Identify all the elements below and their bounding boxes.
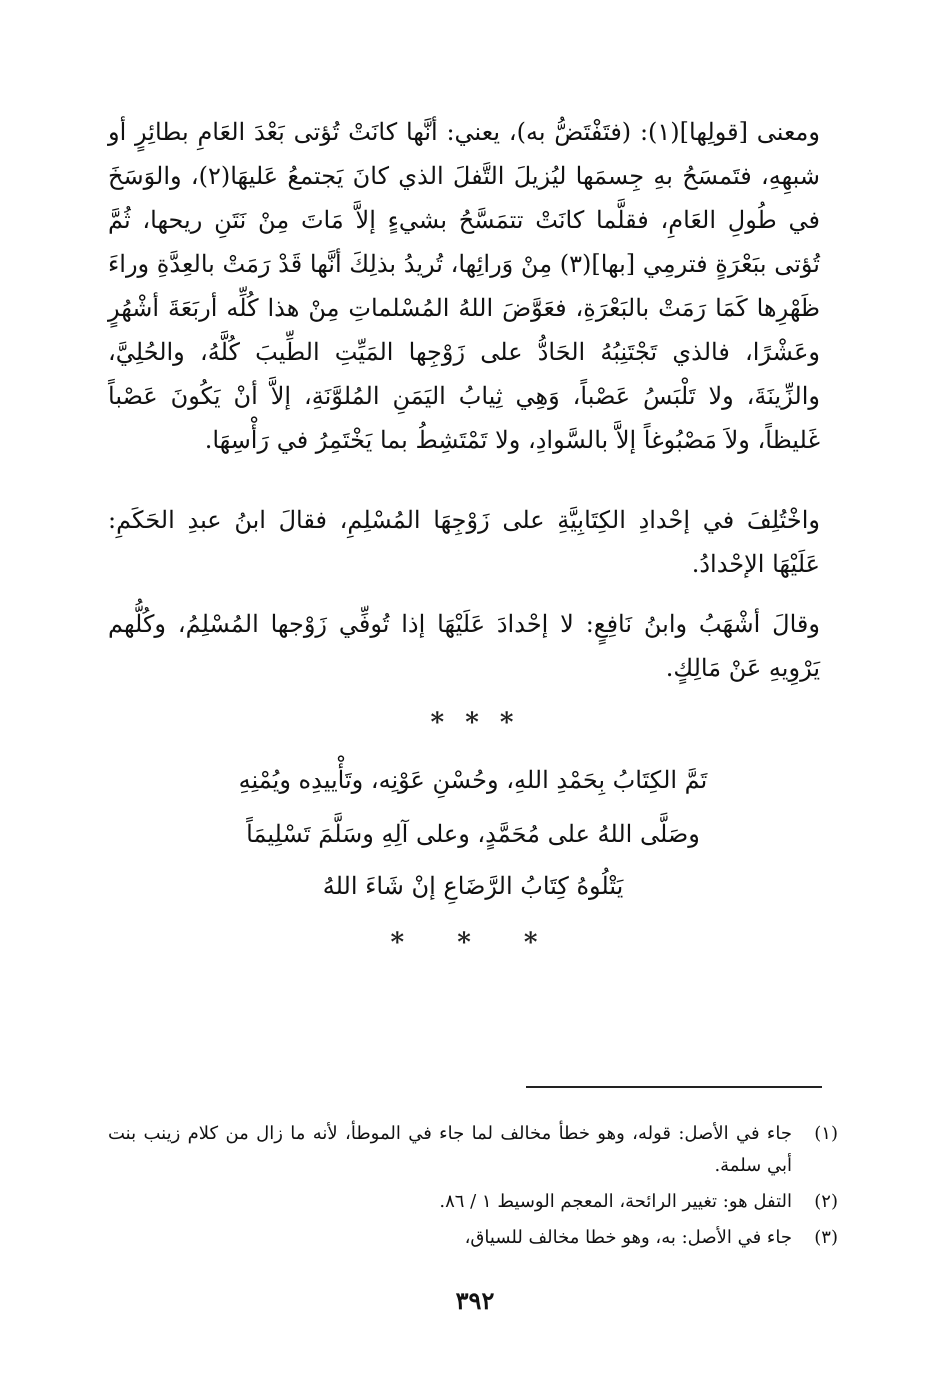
body-paragraph-3: وقالَ أشْهَبُ وابنُ نَافِعٍ: لا إحْدادَ عَلَيْهَا إذا تُوفِّي زَوْجها المُسْلِمُ، وكُلُّهم يَرْوِيهِ عَنْ مَالِكٍ. [108, 610, 820, 682]
footnote-number: (١) [814, 1123, 838, 1144]
footnote-number: (٢) [814, 1191, 838, 1212]
colophon-line-3: يَتْلُوهُ كِتَابُ الرَّضَاعِ إنْ شَاءَ اللهُ [322, 872, 624, 900]
body-paragraph-2: واخْتُلِفَ في إحْدادِ الكِتَابِيَّةِ على زَوْجِهَا المُسْلِمِ، فقالَ ابنُ عبدِ الحَكَمِ: عَلَيْهَا الإحْدادُ. [108, 506, 820, 578]
colophon-line-2: وصَلَّى اللهُ على مُحَمَّدٍ، وعلى آلِهِ وسَلَّمَ تَسْلِيمَاً [246, 820, 700, 848]
body-paragraph-1: ومعنى [قولِها](١): (فتَفْتَضُّ به)، يعني: أنَّها كانَتْ تُؤتى بَعْدَ العَامِ بطائِرٍ أو شبهِهِ، فتَمسَحُ بهِ جِسمَها ليُزيلَ التَّفلَ الذي كانَ يَجتمعُ عَليهَا(٢)، والوَسَخَ في طُولِ العَامِ، فقلَّما كانَتْ تتمَسَّحُ بشيءٍ إلاَّ مَاتَ مِنْ نَتَنِ ريحها، ثُمَّ تُؤتى ببَعْرَةٍ فترمِي [بها](٣) مِنْ وَرائِها، تُريدُ بذلِكَ أنَّها قَدْ رَمَتْ بالعِدَّةِ وراءَ ظَهْرِها كَمَا رَمَتْ بالبَعْرَةِ، فعَوَّضَ اللهُ المُسْلماتِ مِنْ هذا كُلِّه أربَعَةَ أشْهُرٍ وعَشْرًا، فالذي تَجْتَنِبُهُ الحَادُّ على زَوْجِها المَيِّتِ الطِّيبَ كُلَّهُ، والحُلِيَّ، والزِّينَةَ، ولا تَلْبَسُ عَصْباً، وَهِي ثِيابُ اليَمَنِ المُلوَّنَةِ، إلاَّ أنْ يَكُونَ عَصْباً غَليظاً، ولاَ مَصْبُوغاً إلاَّ بالسَّوادِ، ولا تَمْتَشِطُ بما يَخْتَمِرُ في رَأْسِهَا. [108, 118, 821, 454]
section-separator-top: * * * [430, 708, 520, 738]
footnote-1 [108, 1118, 838, 1182]
page-number: ٣٩٢ [455, 1286, 495, 1315]
footnote-2 [108, 1186, 838, 1218]
footnote-text: جاء في الأصل: قوله، وهو خطأ مخالف لما جاء في الموطأ، لأنه ما زال من كلام زينب بنت أبي سلمة. [108, 1123, 792, 1176]
footnote-text: التفل هو: تغيير الرائحة، المعجم الوسيط ١ / ٨٦. [439, 1191, 792, 1212]
footnote-divider [526, 1086, 822, 1088]
footnote-number: (٣) [814, 1227, 838, 1248]
footnote-3 [108, 1222, 838, 1254]
colophon-line-1: تَمَّ الكِتَابُ بِحَمْدِ اللهِ، وحُسْنِ عَوْنِه، وتَأْييدِه ويُمْنِهِ [238, 766, 708, 794]
section-separator-bottom: * * * [390, 928, 560, 958]
footnote-text: جاء في الأصل: به، وهو خطا مخالف للسياق، [464, 1227, 792, 1248]
